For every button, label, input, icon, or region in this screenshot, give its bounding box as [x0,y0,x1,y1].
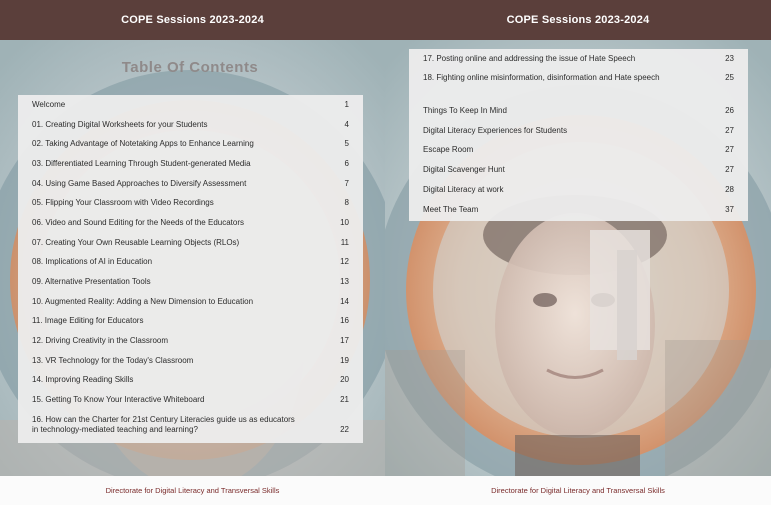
toc-row-page: 22 [340,425,349,434]
toc-row[interactable] [32,100,349,110]
toc-row[interactable] [423,165,734,175]
toc-row-page: 27 [725,126,734,135]
toc-row-page: 28 [725,185,734,194]
toc-row-label: 03. Differentiated Learning Through Student-generated Media [32,159,251,168]
right-footer-text: Directorate for Digital Literacy and Transversal Skills [491,486,665,495]
toc-row-label: 17. Posting online and addressing the issue of Hate Speech [423,54,636,63]
toc-list-left [18,95,363,443]
toc-row-page: 8 [344,198,349,207]
toc-row-label: 18. Fighting online misinformation, disinformation and Hate speech [423,73,660,82]
toc-row-label: 10. Augmented Reality: Adding a New Dimension to Education [32,297,254,306]
toc-row-label: 05. Flipping Your Classroom with Video Recordings [32,198,214,207]
toc-row-page: 21 [340,395,349,404]
toc-row-label: 04. Using Game Based Approaches to Diversify Assessment [32,179,247,188]
left-footer [0,476,385,505]
toc-row-page: 13 [340,277,349,286]
toc-row-label: Meet The Team [423,205,479,214]
toc-row[interactable] [423,106,734,116]
toc-row-label: Things To Keep In Mind [423,106,507,115]
left-footer-text: Directorate for Digital Literacy and Transversal Skills [105,486,280,495]
toc-row-label: Escape Room [423,145,474,154]
toc-row-label: 08. Implications of AI in Education [32,257,153,266]
toc-row[interactable] [32,375,349,385]
toc-row-page: 14 [340,297,349,306]
toc-row-page: 4 [344,120,349,129]
toc-row[interactable] [32,179,349,189]
right-footer [385,476,771,505]
toc-row-page: 23 [725,54,734,63]
toc-row[interactable] [32,218,349,228]
toc-row-page: 19 [340,356,349,365]
right-header [385,0,771,40]
toc-row-page: 1 [344,100,349,109]
toc-row-page: 16 [340,316,349,325]
toc-row[interactable] [32,159,349,169]
toc-row-label: 06. Video and Sound Editing for the Needs of the Educators [32,218,244,227]
toc-row[interactable] [32,198,349,208]
toc-row-label: 07. Creating Your Own Reusable Learning Objects (RLOs) [32,238,240,247]
right-page [385,0,771,505]
toc-row[interactable] [32,415,349,435]
toc-row[interactable] [32,120,349,130]
toc-row[interactable] [32,316,349,326]
toc-row[interactable] [423,54,734,64]
toc-row[interactable] [32,297,349,307]
toc-row[interactable] [32,336,349,346]
toc-row[interactable] [423,205,734,215]
toc-list-right [409,49,748,221]
toc-row[interactable] [423,145,734,155]
toc-row-label: Digital Literacy at work [423,185,504,194]
toc-row-label: Welcome [32,100,66,109]
toc-row-page: 27 [725,165,734,174]
toc-row-page: 7 [344,179,349,188]
toc-row-page: 10 [340,218,349,227]
toc-row-label: Digital Literacy Experiences for Students [423,126,568,135]
toc-row[interactable] [32,238,349,248]
toc-row-label: 01. Creating Digital Worksheets for your Students [32,120,208,129]
toc-row-page: 5 [344,139,349,148]
left-header-title: COPE Sessions 2023-2024 [121,14,264,26]
toc-row[interactable] [423,185,734,195]
toc-row[interactable] [32,277,349,287]
toc-row-page: 37 [725,205,734,214]
toc-row[interactable] [423,73,734,83]
toc-row-page: 6 [344,159,349,168]
toc-row-page: 27 [725,145,734,154]
toc-row-label: 02. Taking Advantage of Notetaking Apps to Enhance Learning [32,139,254,148]
left-header [0,0,385,40]
toc-row[interactable] [423,126,734,136]
toc-row-page: 26 [725,106,734,115]
right-header-title: COPE Sessions 2023-2024 [506,14,650,26]
toc-row-page: 11 [340,238,349,247]
toc-row[interactable] [32,395,349,405]
toc-row[interactable] [32,356,349,366]
toc-row-label: 12. Driving Creativity in the Classroom [32,336,169,345]
toc-row[interactable] [32,139,349,149]
left-page [0,0,385,505]
toc-row-label: 14. Improving Reading Skills [32,375,134,384]
toc-row-page: 20 [340,375,349,384]
toc-row-label: 15. Getting To Know Your Interactive Whiteboard [32,395,205,404]
toc-row-page: 12 [340,257,349,266]
toc-row-page: 17 [340,336,349,345]
toc-row-label: 13. VR Technology for the Today's Classroom [32,356,194,365]
toc-row-label: Digital Scavenger Hunt [423,165,505,174]
toc-row-label: 16. How can the Charter for 21st Century Literacies guide us as educators in technology-mediated teaching and learning? [32,415,295,434]
toc-title: Table Of Contents [121,59,259,76]
toc-row[interactable] [32,257,349,267]
toc-row-label: 09. Alternative Presentation Tools [32,277,151,286]
toc-row-label: 11. Image Editing for Educators [32,316,144,325]
toc-row-page: 25 [725,73,734,82]
